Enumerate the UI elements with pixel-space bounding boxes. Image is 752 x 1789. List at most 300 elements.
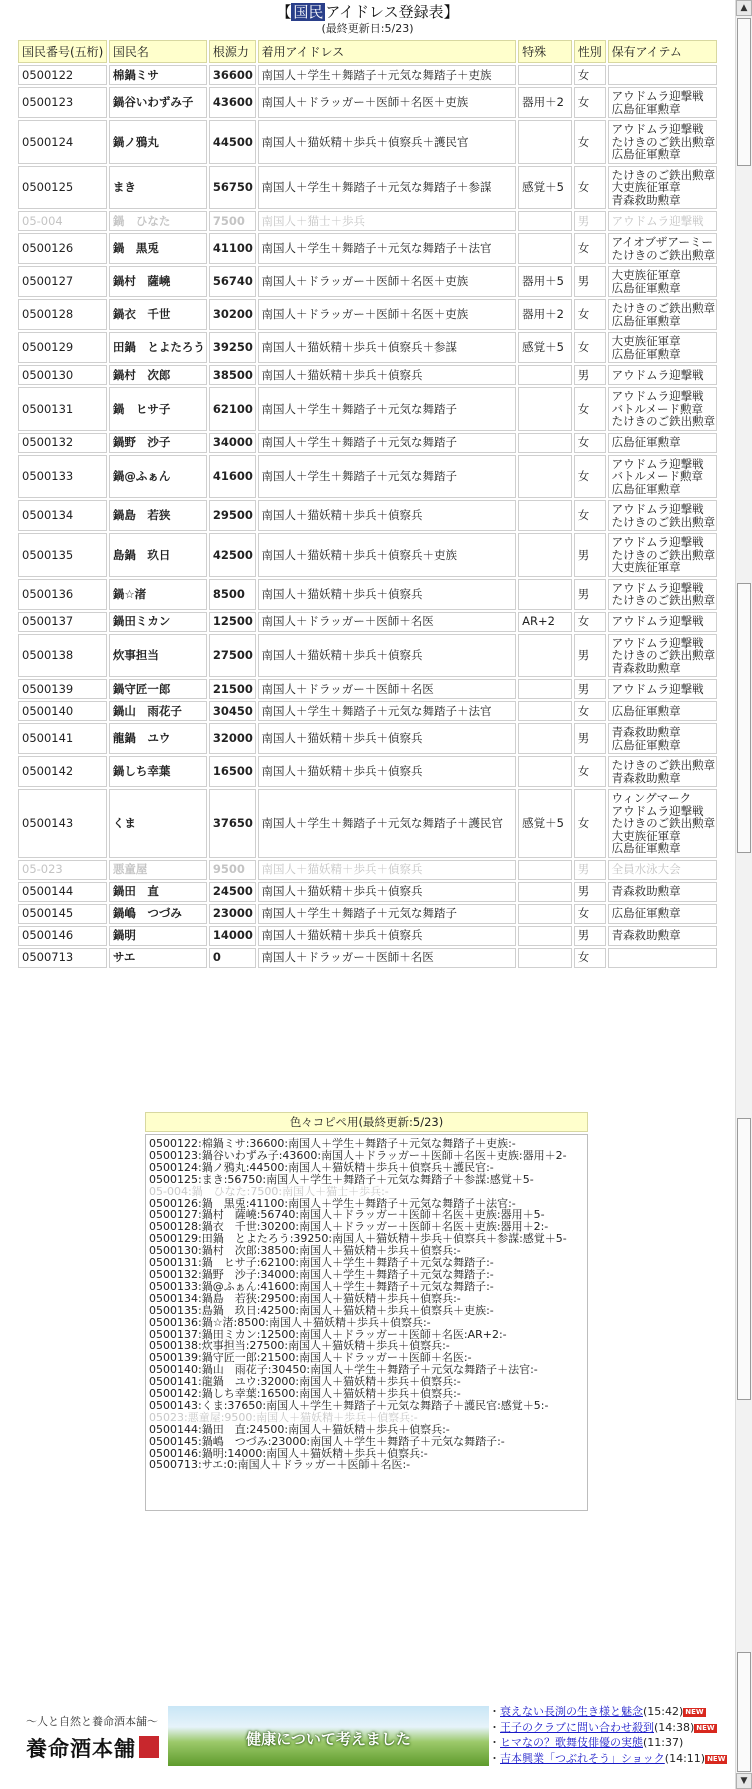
cell-special [518, 455, 572, 499]
scroll-thumb[interactable] [737, 583, 751, 853]
item-entry: 全員水泳大会 [611, 862, 681, 877]
cell-power: 41100 [209, 233, 256, 264]
cell-name: 鍋 黒兎 [109, 233, 207, 264]
copy-line: 0500143:くま:37650:南国人＋学生＋舞踏子＋元気な舞踏子＋護民官:感覚＋5:- [149, 1398, 549, 1412]
cell-special: AR+2 [518, 612, 572, 632]
cell-special [518, 860, 572, 880]
cell-id: 0500140 [18, 701, 107, 721]
cell-special [518, 701, 572, 721]
cell-power: 8500 [209, 579, 256, 610]
cell-idress: 南国人＋猫妖精＋歩兵＋偵察兵＋護民官 [258, 120, 517, 164]
table-header-row [18, 40, 717, 63]
cell-special [518, 882, 572, 902]
item-entry: 青森救助勲章 [611, 192, 681, 207]
cell-name: 鍋島 若狭 [109, 500, 207, 531]
cell-items [608, 789, 717, 858]
cell-items [608, 533, 717, 577]
table-row [18, 789, 717, 858]
table-row [18, 166, 717, 210]
copy-line: 0500128:鍋衣 千世:30200:南国人＋ドラッガー＋医師＋名医＋吏族:器用＋2:- [149, 1220, 549, 1234]
cell-special: 感覚＋5 [518, 789, 572, 858]
table-row [18, 612, 717, 632]
ad-link-text[interactable]: ヒマなの？歌舞伎俳優の実態 [500, 1736, 643, 1749]
item-entry: 広島征軍勲章 [611, 841, 681, 855]
col-header-sex: 性別 [574, 40, 606, 63]
cell-name: くま [109, 789, 207, 858]
cell-sex: 女 [574, 65, 606, 85]
ad-brand [18, 1733, 166, 1763]
table-row [18, 533, 717, 577]
copy-line: 0500713:サエ:0:南国人＋ドラッガー＋医師＋名医:- [149, 1458, 411, 1472]
col-header-id: 国民番号(五桁) [18, 40, 107, 63]
ad-banner-text: 健康について考えました [246, 1730, 411, 1748]
cell-special [518, 948, 572, 968]
cell-id: 0500131 [18, 387, 107, 431]
item-entry: 大吏族征軍章 [611, 828, 681, 843]
copy-line: 0500134:鍋島 若狭:29500:南国人＋猫妖精＋歩兵＋偵察兵:- [149, 1291, 461, 1305]
item-entry: たけきのご鉄出勲章 [611, 816, 716, 830]
cell-name: 鍋 ヒサ子 [109, 387, 207, 431]
cell-id: 0500146 [18, 926, 107, 946]
cell-id: 0500143 [18, 789, 107, 858]
cell-idress: 南国人＋学生＋舞踏子＋元気な舞踏子 [258, 455, 517, 499]
item-entry: アウドムラ迎撃戦 [611, 89, 704, 103]
cell-power: 38500 [209, 365, 256, 385]
citizen-table [16, 38, 719, 970]
cell-items [608, 266, 717, 297]
cell-special [518, 500, 572, 531]
cell-id: 0500138 [18, 634, 107, 678]
cell-power: 56740 [209, 266, 256, 297]
cell-idress: 南国人＋ドラッガー＋医師＋名医＋吏族 [258, 87, 517, 118]
item-entry: 広島征軍勲章 [611, 147, 681, 161]
cell-special [518, 533, 572, 577]
cell-idress: 南国人＋学生＋舞踏子＋元気な舞踏子＋法官 [258, 233, 517, 264]
cell-sex: 男 [574, 579, 606, 610]
cell-items [608, 233, 717, 264]
cell-idress: 南国人＋猫妖精＋歩兵＋偵察兵 [258, 756, 517, 787]
item-entry: 大吏族征軍章 [611, 268, 681, 282]
item-entry: 大吏族征軍章 [611, 560, 681, 574]
cell-items [608, 120, 717, 164]
scroll-down-arrow-icon[interactable]: ▼ [736, 1773, 752, 1789]
cell-sex: 男 [574, 634, 606, 678]
cell-id: 0500139 [18, 679, 107, 699]
cell-items [608, 500, 717, 531]
cell-special [518, 65, 572, 85]
cell-items [608, 904, 717, 924]
copy-line: 0500125:まき:56750:南国人＋学生＋舞踏子＋元気な舞踏子＋参謀:感覚＋5- [149, 1172, 534, 1186]
copy-line: 0500132:鍋野 沙子:34000:南国人＋学生＋舞踏子＋元気な舞踏子:- [149, 1267, 494, 1281]
item-entry: アウドムラ迎撃戦 [611, 681, 704, 696]
cell-special [518, 365, 572, 385]
cell-id: 0500124 [18, 120, 107, 164]
item-entry: バトルメード勲章 [611, 469, 704, 483]
item-entry: バトルメード勲章 [611, 401, 704, 416]
copy-line: 0500133:鍋@ふぁん:41600:南国人＋学生＋舞踏子＋元気な舞踏子:- [149, 1279, 494, 1293]
item-entry: 広島征軍勲章 [611, 280, 681, 295]
cell-name: 鍋 ひなた [109, 211, 207, 231]
cell-name: 鍋嶋 つづみ [109, 904, 207, 924]
cell-id: 0500125 [18, 166, 107, 210]
cell-power: 34000 [209, 433, 256, 453]
cell-sex: 女 [574, 166, 606, 210]
cell-idress: 南国人＋猫妖精＋歩兵＋偵察兵＋参謀 [258, 332, 517, 363]
item-entry: 広島征軍勲章 [611, 346, 681, 361]
col-header-name: 国民名 [109, 40, 207, 63]
cell-name: 炊事担当 [109, 634, 207, 678]
cell-special [518, 926, 572, 946]
cell-name: 鍋谷いわずみ子 [109, 87, 207, 118]
table-row [18, 299, 717, 330]
cell-id: 0500134 [18, 500, 107, 531]
cell-name: 龍鍋 ユウ [109, 723, 207, 754]
cell-id: 0500133 [18, 455, 107, 499]
item-entry: 大吏族征軍章 [611, 334, 681, 348]
cell-idress: 南国人＋猫妖精＋歩兵＋偵察兵 [258, 882, 517, 902]
cell-items [608, 65, 717, 85]
table-row [18, 211, 717, 231]
cell-special [518, 756, 572, 787]
scroll-thumb[interactable] [737, 1118, 751, 1400]
table-row [18, 65, 717, 85]
table-row [18, 701, 717, 721]
cell-sex: 女 [574, 455, 606, 499]
col-header-idress: 着用アイドレス [258, 40, 517, 63]
cell-special [518, 579, 572, 610]
col-header-power: 根源力 [209, 40, 256, 63]
item-entry: たけきのご鉄出勲章 [611, 758, 716, 772]
scrollbar[interactable] [735, 0, 752, 1789]
ad-brand-text: 養命酒本舗 [26, 1736, 136, 1761]
copy-line: 05-004:鍋 ひなた:7500:南国人＋猫士＋歩兵:- [149, 1184, 389, 1198]
cell-id: 0500137 [18, 612, 107, 632]
cell-items [608, 948, 717, 968]
cell-sex: 男 [574, 860, 606, 880]
cell-name: 鍋守匠一郎 [109, 679, 207, 699]
cell-items [608, 166, 717, 210]
cell-power: 32000 [209, 723, 256, 754]
item-entry: アウドムラ迎撃戦 [611, 803, 704, 818]
cell-sex: 女 [574, 701, 606, 721]
cell-items [608, 433, 717, 453]
cell-sex: 男 [574, 365, 606, 385]
item-entry: 広島征軍勲章 [611, 313, 681, 328]
ad-link[interactable]: ・王子のクラブに問い合わせ殺到(14:38) NEW [489, 1720, 715, 1734]
copy-line: 0500138:炊事担当:27500:南国人＋猫妖精＋歩兵＋偵察兵:- [149, 1339, 450, 1353]
ad-link-time: (14:38) [654, 1720, 695, 1734]
copy-line: 0500137:鍋田ミカン:12500:南国人＋ドラッガー＋医師＋名医:AR+2:- [149, 1327, 507, 1341]
copy-line: 0500126:鍋 黒兎:41100:南国人＋学生＋舞踏子＋元気な舞踏子＋法官:- [149, 1196, 516, 1210]
cell-items [608, 87, 717, 118]
table-body [18, 65, 717, 968]
cell-power: 12500 [209, 612, 256, 632]
item-entry: アウドムラ迎撃戦 [611, 367, 704, 382]
cell-power: 9500 [209, 860, 256, 880]
cell-name: 鍋野 沙子 [109, 433, 207, 453]
cell-idress: 南国人＋ドラッガー＋医師＋名医＋吏族 [258, 266, 517, 297]
new-badge: NEW [685, 1708, 704, 1716]
col-header-special: 特殊 [518, 40, 572, 63]
cell-sex: 男 [574, 723, 606, 754]
cell-power: 42500 [209, 533, 256, 577]
ad-link-text[interactable]: 衰えない長渕の生き様と魅念 [500, 1705, 643, 1718]
cell-id: 0500142 [18, 756, 107, 787]
cell-id: 0500122 [18, 65, 107, 85]
cell-items [608, 612, 717, 632]
cell-idress: 南国人＋学生＋舞踏子＋元気な舞踏子 [258, 433, 517, 453]
item-entry: 青森救助勲章 [611, 660, 681, 675]
cell-power: 16500 [209, 756, 256, 787]
table-row [18, 332, 717, 363]
ad-link-text[interactable]: 王子のクラブに問い合わせ殺到 [500, 1720, 654, 1734]
cell-name: 鍋明 [109, 926, 207, 946]
item-entry: アイオブザアーミー [611, 235, 714, 249]
item-entry: 広島征軍勲章 [611, 737, 681, 752]
copy-line: 0500144:鍋田 直:24500:南国人＋猫妖精＋歩兵＋偵察兵:- [149, 1422, 450, 1436]
cell-id: 0500129 [18, 332, 107, 363]
table-row [18, 860, 717, 880]
item-entry: アウドムラ迎撃戦 [611, 502, 704, 516]
item-entry: 広島征軍勲章 [611, 703, 681, 718]
cell-id: 0500126 [18, 233, 107, 264]
ad-logo[interactable] [18, 1706, 166, 1770]
table-row [18, 266, 717, 297]
cell-special: 器用＋2 [518, 87, 572, 118]
cell-sex: 男 [574, 211, 606, 231]
copy-line: 0500122:棉鍋ミサ:36600:南国人＋学生＋舞踏子＋元気な舞踏子＋吏族:- [149, 1137, 516, 1150]
item-entry: アウドムラ迎撃戦 [611, 614, 704, 629]
cell-items [608, 679, 717, 699]
item-entry: たけきのご鉄出勲章 [611, 134, 716, 149]
cell-items [608, 332, 717, 363]
item-entry: 青森救助勲章 [611, 770, 681, 785]
copy-line: 0500123:鍋谷いわずみ子:43600:南国人＋ドラッガー＋医師＋名医＋吏族:器用＋2- [149, 1148, 567, 1162]
cell-name: 鍋田ミカン [109, 612, 207, 632]
cell-sex: 女 [574, 299, 606, 330]
cell-power: 29500 [209, 500, 256, 531]
cell-idress: 南国人＋猫士＋歩兵 [258, 211, 517, 231]
cell-id: 0500128 [18, 299, 107, 330]
cell-name: 鍋しち幸葉 [109, 756, 207, 787]
cell-items [608, 926, 717, 946]
scroll-up-arrow-icon[interactable]: ▲ [736, 0, 752, 16]
cell-idress: 南国人＋学生＋舞踏子＋元気な舞踏子 [258, 904, 517, 924]
cell-id: 0500713 [18, 948, 107, 968]
item-entry: たけきのご鉄出勲章 [611, 247, 716, 262]
copy-line: 0500136:鍋☆渚:8500:南国人＋猫妖精＋歩兵＋偵察兵:- [149, 1315, 431, 1329]
cell-power: 7500 [209, 211, 256, 231]
cell-items [608, 211, 717, 231]
copy-line: 0500146:鍋明:14000:南国人＋猫妖精＋歩兵＋偵察兵:- [149, 1446, 428, 1460]
table-row [18, 433, 717, 453]
copy-line: 0500127:鍋村 薩嶢:56740:南国人＋ドラッガー＋医師＋名医＋吏族:器用＋5- [149, 1208, 545, 1222]
table-row [18, 723, 717, 754]
copy-line: 0500145:鍋嶋 つづみ:23000:南国人＋学生＋舞踏子＋元気な舞踏子:- [149, 1434, 505, 1448]
cell-name: 鍋☆渚 [109, 579, 207, 610]
table-row [18, 756, 717, 787]
table-row [18, 455, 717, 499]
cell-sex: 男 [574, 266, 606, 297]
page-title [0, 0, 735, 21]
table-row [18, 233, 717, 264]
cell-sex: 女 [574, 500, 606, 531]
ad-link-text[interactable]: 吉本興業「つぶれそう」ショック [500, 1751, 665, 1765]
cell-id: 0500123 [18, 87, 107, 118]
table-row [18, 926, 717, 946]
cell-idress: 南国人＋猫妖精＋歩兵＋偵察兵 [258, 365, 517, 385]
cell-name: 鍋村 薩嶢 [109, 266, 207, 297]
cell-idress: 南国人＋学生＋舞踏子＋元気な舞踏子＋吏族 [258, 65, 517, 85]
cell-name: 田鍋 とよたろう [109, 332, 207, 363]
item-entry: たけきのご鉄出勲章 [611, 301, 716, 315]
cell-special [518, 120, 572, 164]
copy-line: 0500140:鍋山 雨花子:30450:南国人＋学生＋舞踏子＋元気な舞踏子＋法官:- [149, 1363, 538, 1377]
cell-special [518, 904, 572, 924]
cell-sex: 男 [574, 882, 606, 902]
cell-id: 0500135 [18, 533, 107, 577]
title-highlight: 国民 [293, 3, 324, 21]
cell-idress: 南国人＋猫妖精＋歩兵＋偵察兵 [258, 860, 517, 880]
copy-text-area[interactable] [145, 1134, 588, 1511]
cell-items [608, 365, 717, 385]
item-entry: 青森救助勲章 [611, 928, 681, 943]
cell-name: 鍋ノ鴉丸 [109, 120, 207, 164]
item-entry: 広島征軍勲章 [611, 101, 681, 116]
cell-idress: 南国人＋猫妖精＋歩兵＋偵察兵 [258, 634, 517, 678]
cell-idress: 南国人＋猫妖精＋歩兵＋偵察兵＋吏族 [258, 533, 517, 577]
cell-sex: 男 [574, 926, 606, 946]
copy-line: 0500129:田鍋 とよたろう:39250:南国人＋猫妖精＋歩兵＋偵察兵＋参謀:感覚＋5- [149, 1232, 567, 1246]
cell-sex: 男 [574, 533, 606, 577]
cell-idress: 南国人＋猫妖精＋歩兵＋偵察兵 [258, 723, 517, 754]
ad-link[interactable]: ・衰えない長渕の生き様と魅念(15:42) NEW [489, 1705, 704, 1718]
copy-section-header: 色々コピペ用(最終更新:5/23) [145, 1112, 588, 1132]
item-entry: ウィングマーク [611, 791, 692, 805]
cell-items [608, 860, 717, 880]
scroll-thumb[interactable] [737, 1652, 751, 1772]
cell-idress: 南国人＋学生＋舞踏子＋元気な舞踏子＋護民官 [258, 789, 517, 858]
cell-sex: 男 [574, 679, 606, 699]
copy-line: 0500141:龍鍋 ユウ:32000:南国人＋猫妖精＋歩兵＋偵察兵:- [149, 1375, 461, 1389]
cell-power: 62100 [209, 387, 256, 431]
cell-idress: 南国人＋猫妖精＋歩兵＋偵察兵 [258, 579, 517, 610]
cell-id: 0500145 [18, 904, 107, 924]
copy-line: 0500124:鍋ノ鴉丸:44500:南国人＋猫妖精＋歩兵＋偵察兵＋護民官:- [149, 1160, 494, 1174]
cell-sex: 女 [574, 87, 606, 118]
item-entry: たけきのご鉄出勲章 [611, 547, 716, 562]
copy-line: 0500139:鍋守匠一郎:21500:南国人＋ドラッガー＋医師＋名医:- [149, 1351, 472, 1365]
cell-name: 鍋衣 千世 [109, 299, 207, 330]
cell-id: 0500144 [18, 882, 107, 902]
cell-power: 30200 [209, 299, 256, 330]
cell-power: 27500 [209, 634, 256, 678]
item-entry: アウドムラ迎撃戦 [611, 213, 704, 228]
cell-power: 0 [209, 948, 256, 968]
item-entry: たけきのご鉄出勲章 [611, 414, 716, 428]
cell-items [608, 882, 717, 902]
cell-sex: 女 [574, 948, 606, 968]
cell-name: 悪童屋 [109, 860, 207, 880]
cell-sex: 女 [574, 120, 606, 164]
cell-special [518, 679, 572, 699]
ad-link-time: (11:37) [643, 1736, 684, 1749]
cell-name: 島鍋 玖日 [109, 533, 207, 577]
cell-special [518, 723, 572, 754]
ad-link-time: (15:42) [643, 1705, 684, 1718]
cell-id: 0500127 [18, 266, 107, 297]
table-row [18, 87, 717, 118]
ad-banner[interactable] [168, 1706, 489, 1766]
cell-name: 鍋村 次郎 [109, 365, 207, 385]
copy-line: 0500131:鍋 ヒサ子:62100:南国人＋学生＋舞踏子＋元気な舞踏子:- [149, 1256, 494, 1270]
table-row [18, 904, 717, 924]
cell-idress: 南国人＋ドラッガー＋医師＋名医＋吏族 [258, 299, 517, 330]
new-badge: NEW [707, 1754, 726, 1763]
cell-special: 器用＋5 [518, 266, 572, 297]
col-header-items: 保有アイテム [608, 40, 717, 63]
item-entry: 広島征軍勲章 [611, 906, 681, 921]
copy-line: 05023:悪童屋:9500:南国人＋猫妖精＋歩兵＋偵察兵:- [149, 1410, 418, 1424]
copy-line: 0500135:島鍋 玖日:42500:南国人＋猫妖精＋歩兵＋偵察兵＋吏族:- [149, 1303, 494, 1317]
cell-idress: 南国人＋学生＋舞踏子＋元気な舞踏子 [258, 387, 517, 431]
cell-sex: 女 [574, 789, 606, 858]
ad-link-time: (14:11) [664, 1751, 706, 1765]
table-row [18, 579, 717, 610]
scroll-thumb[interactable] [737, 18, 751, 166]
cell-sex: 女 [574, 233, 606, 264]
cell-items [608, 299, 717, 330]
item-entry: アウドムラ迎撃戦 [611, 456, 704, 471]
cell-items [608, 756, 717, 787]
table-row [18, 948, 717, 968]
cell-power: 44500 [209, 120, 256, 164]
ad-link[interactable]: ・吉本興業「つぶれそう」ショック(14:11) NEW [489, 1751, 726, 1765]
cell-items [608, 634, 717, 678]
item-entry: アウドムラ迎撃戦 [611, 535, 704, 549]
cell-idress: 南国人＋ドラッガー＋医師＋名医 [258, 679, 517, 699]
table-row [18, 634, 717, 678]
cell-power: 43600 [209, 87, 256, 118]
cell-items [608, 723, 717, 754]
cell-special [518, 634, 572, 678]
cell-power: 56750 [209, 166, 256, 210]
cell-items [608, 579, 717, 610]
ad-link[interactable]: ・ヒマなの？歌舞伎俳優の実態(11:37) [489, 1736, 684, 1749]
table-row [18, 500, 717, 531]
ad-tagline: 〜人と自然と養命酒本舗〜 [26, 1715, 158, 1728]
cell-power: 41600 [209, 455, 256, 499]
cell-id: 0500132 [18, 433, 107, 453]
item-entry: 広島征軍勲章 [611, 481, 681, 496]
cell-sex: 女 [574, 332, 606, 363]
table-row [18, 387, 717, 431]
cell-power: 36600 [209, 65, 256, 85]
cell-id: 05-023 [18, 860, 107, 880]
cell-name: サエ [109, 948, 207, 968]
cell-id: 0500130 [18, 365, 107, 385]
title-bracket-close: 】 [443, 3, 459, 21]
cell-special [518, 211, 572, 231]
ad-links [489, 1704, 726, 1766]
cell-power: 39250 [209, 332, 256, 363]
cell-sex: 女 [574, 612, 606, 632]
item-entry: 青森救助勲章 [611, 725, 681, 739]
cell-id: 0500141 [18, 723, 107, 754]
item-entry: たけきのご鉄出勲章 [611, 593, 716, 607]
table-row [18, 679, 717, 699]
cell-power: 14000 [209, 926, 256, 946]
